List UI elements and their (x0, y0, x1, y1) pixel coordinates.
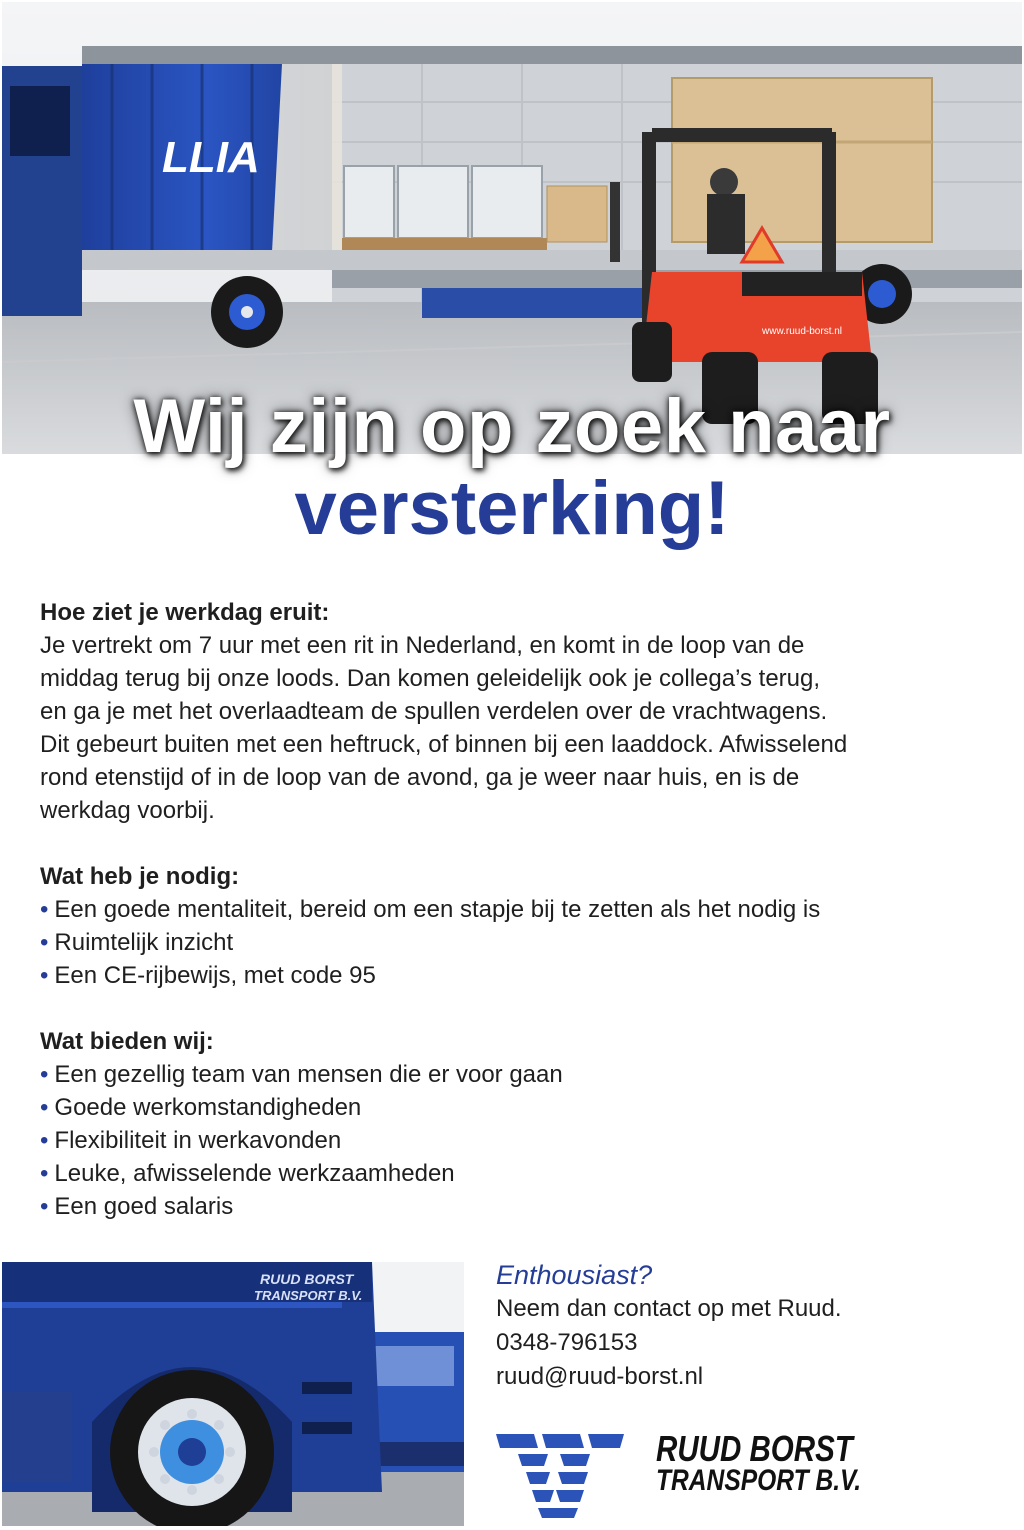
offer-list (40, 1058, 1000, 1223)
bullet-icon: • (40, 929, 49, 956)
list-item-text: Leuke, afwisselende werkzaamheden (54, 1160, 455, 1187)
bullet-icon: • (40, 1160, 49, 1187)
cab-lettering-line-1: RUUD BORST (260, 1271, 354, 1287)
workday-line: Dit gebeurt buiten met een heftruck, of binnen bij een laaddock. Afwisselend (40, 731, 848, 758)
workday-line: werkdag voorbij. (40, 797, 215, 824)
list-item-text: Een gezellig team van mensen die er voor gaan (54, 1061, 563, 1088)
list-item-text: Goede werkomstandigheden (54, 1094, 362, 1121)
truck-cab-illustration (2, 1262, 464, 1526)
logo-subtitle: TRANSPORT B.V. (656, 1464, 862, 1497)
needs-list (40, 893, 1000, 992)
bullet-icon: • (40, 1127, 49, 1154)
cab-lettering-line-2: TRANSPORT B.V. (254, 1288, 363, 1303)
bullet-icon: • (40, 1193, 49, 1220)
bullet-icon: • (40, 896, 49, 923)
headline-line-2: versterking! (294, 466, 730, 551)
list-item-text: Een goede mentaliteit, bereid om een stapje bij te zetten als het nodig is (54, 896, 821, 923)
logo-name: RUUD BORST (656, 1428, 853, 1469)
workday-title: Hoe ziet je werkdag eruit: (40, 599, 330, 626)
workday-line: Je vertrekt om 7 uur met een rit in Nederland, en komt in de loop van de (40, 632, 805, 659)
contact-email[interactable]: ruud@ruud-borst.nl (496, 1363, 704, 1390)
list-item (40, 1124, 1000, 1157)
bullet-icon: • (40, 1094, 49, 1121)
cta-heading: Enthousiast? (496, 1260, 653, 1290)
list-item-text: Ruimtelijk inzicht (54, 929, 234, 956)
list-item-text: Een CE-rijbewijs, met code 95 (54, 962, 376, 989)
needs-title: Wat heb je nodig: (40, 863, 240, 890)
bullet-icon: • (40, 962, 49, 989)
headline-line-1: Wij zijn op zoek naar (133, 384, 891, 469)
list-item (40, 959, 1000, 992)
list-item-text: Een goed salaris (54, 1193, 234, 1220)
contact-line: Neem dan contact op met Ruud. (496, 1295, 842, 1322)
forklift-website-label: www.ruud-borst.nl (762, 326, 843, 337)
job-ad-page (2, 2, 1022, 1526)
workday-line: middag terug bij onze loods. Dan komen geleidelijk ook je collega’s terug, (40, 665, 821, 692)
trailer-lettering: LLIA (162, 133, 260, 182)
workday-line: rond etenstijd of in de loop van de avond, ga je weer naar huis, en is de (40, 764, 800, 791)
list-item (40, 893, 1000, 926)
bullet-icon: • (40, 1061, 49, 1088)
list-item (40, 926, 1000, 959)
job-description (40, 596, 1000, 1223)
logo-mark-icon (496, 1426, 646, 1522)
workday-line: en ga je met het overlaadteam de spullen verdelen over de vrachtwagens. (40, 698, 828, 725)
company-logo (496, 1426, 896, 1522)
list-item (40, 1058, 1000, 1091)
offer-title: Wat bieden wij: (40, 1028, 214, 1055)
contact-phone[interactable]: 0348-796153 (496, 1329, 638, 1356)
list-item (40, 1190, 1000, 1223)
list-item (40, 1157, 1000, 1190)
truck-photo (2, 1262, 464, 1526)
list-item (40, 1091, 1000, 1124)
list-item-text: Flexibiliteit in werkavonden (54, 1127, 342, 1154)
contact-block (496, 1258, 996, 1394)
